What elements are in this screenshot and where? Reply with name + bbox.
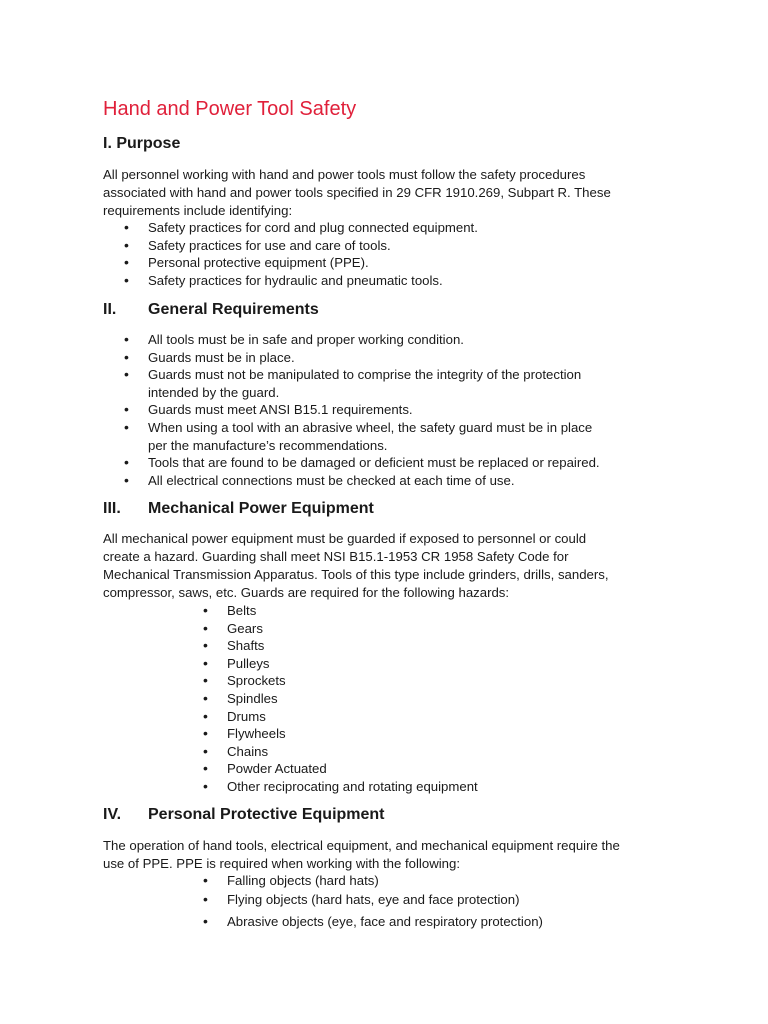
list-item: • Tools that are found to be damaged or deficient must be replaced or repaired.	[148, 454, 603, 472]
list-item: • Drums	[227, 708, 627, 726]
section-heading-text: Personal Protective Equipment	[148, 806, 385, 823]
list-item: • Guards must meet ANSI B15.1 requirements.	[148, 401, 603, 419]
general-bullet-list	[148, 331, 603, 489]
section-heading-text: Mechanical Power Equipment	[148, 500, 374, 517]
section-number: II.	[103, 301, 117, 318]
list-item: • All electrical connections must be checked at each time of use.	[148, 472, 603, 490]
list-item: • Shafts	[227, 637, 627, 655]
list-item: • Personal protective equipment (PPE).	[148, 254, 628, 272]
document-title: Hand and Power Tool Safety	[103, 98, 357, 120]
section-heading-mechanical	[103, 500, 374, 518]
purpose-bullet-list	[148, 219, 628, 289]
list-item: • Safety practices for use and care of tools.	[148, 237, 628, 255]
list-item: • Other reciprocating and rotating equipment	[227, 778, 627, 796]
section-number: III.	[103, 500, 121, 517]
list-item: • Belts	[227, 602, 627, 620]
mechanical-hazard-list	[227, 602, 627, 796]
list-item: • Safety practices for hydraulic and pneumatic tools.	[148, 272, 628, 290]
ppe-bullet-list	[227, 872, 627, 931]
section-number: IV.	[103, 806, 122, 823]
list-item: • Guards must not be manipulated to comprise the integrity of the protection intended by the guard.	[148, 366, 603, 401]
list-item: • Safety practices for cord and plug connected equipment.	[148, 219, 628, 237]
section-heading-purpose: I. Purpose	[103, 135, 181, 152]
list-item: • Falling objects (hard hats)	[227, 872, 627, 890]
list-item: • Powder Actuated	[227, 760, 627, 778]
list-item: • Flywheels	[227, 725, 627, 743]
list-item: • All tools must be in safe and proper working condition.	[148, 331, 603, 349]
list-item: • When using a tool with an abrasive wheel, the safety guard must be in place per the manufacture’s recommendations.	[148, 419, 603, 454]
ppe-paragraph: The operation of hand tools, electrical equipment, and mechanical equipment require the use of PPE. PPE is required when working with the following:	[103, 838, 620, 871]
purpose-paragraph: All personnel working with hand and power tools must follow the safety procedures associated with hand and power tools specified in 29 CFR 1910.269, Subpart R. These requirements include identifying:	[103, 167, 611, 218]
list-item: • Chains	[227, 743, 627, 761]
list-item: • Gears	[227, 620, 627, 638]
section-heading-text: General Requirements	[148, 301, 319, 318]
list-item: • Spindles	[227, 690, 627, 708]
list-item: • Sprockets	[227, 672, 627, 690]
list-item: • Flying objects (hard hats, eye and face protection)	[227, 891, 627, 909]
list-item: • Abrasive objects (eye, face and respiratory protection)	[227, 913, 627, 931]
list-item: • Guards must be in place.	[148, 349, 603, 367]
mechanical-paragraph: All mechanical power equipment must be guarded if exposed to personnel or could create a hazard. Guarding shall meet NSI B15.1-1953 CR 1958 Safety Code for Mechanical Transmission Apparatus. Tools of this type include grinders, drills, sanders, compressor, saws, etc. Guards are required for the following hazards:	[103, 531, 609, 600]
section-heading-ppe	[103, 806, 385, 824]
list-item: • Pulleys	[227, 655, 627, 673]
section-heading-general	[103, 301, 319, 319]
